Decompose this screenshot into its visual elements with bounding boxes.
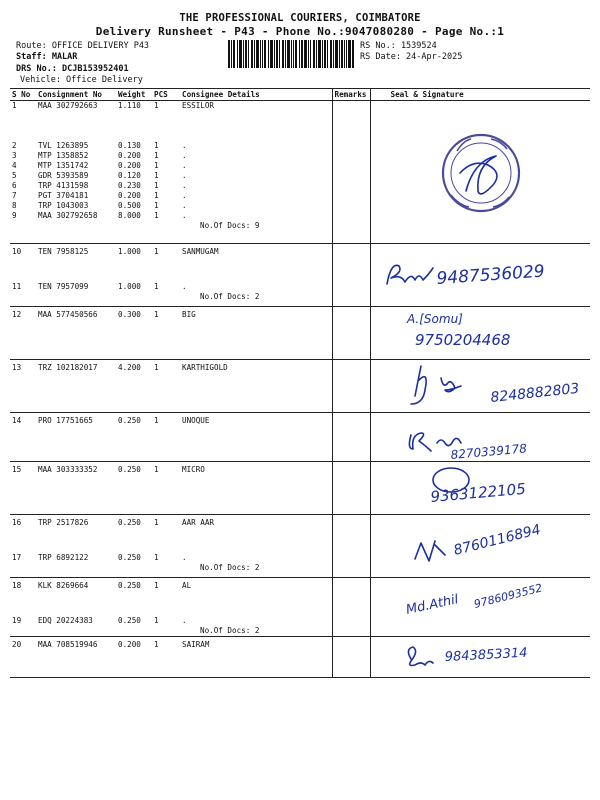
consignee-name: .: [182, 553, 187, 562]
sno: 13: [12, 363, 22, 372]
weight: 8.000: [118, 211, 141, 220]
pcs: 1: [154, 553, 159, 562]
signature-cell: [370, 637, 590, 678]
weight: 0.250: [118, 518, 141, 527]
consignment-no: TEN 7957099: [38, 282, 89, 291]
consignment-no: TRP 4131598: [38, 181, 89, 190]
consignment-no: TRP 2517826: [38, 518, 89, 527]
weight: 0.200: [118, 161, 141, 170]
signature-phone: 8760116894: [451, 521, 542, 559]
col-weight: Weight: [116, 89, 152, 101]
remarks-cell: [332, 637, 370, 678]
rs-number: RS No.: 1539524: [360, 41, 437, 51]
weight: 0.500: [118, 201, 141, 210]
consignment-no: TRP 1043003: [38, 201, 89, 210]
consignee-name: SAIRAM: [182, 640, 210, 649]
consignment-no: TRP 6892122: [38, 553, 89, 562]
consignment-no: EDQ 20224383: [38, 616, 93, 625]
weight: 0.120: [118, 171, 141, 180]
staff-text: Staff: MALAR: [16, 52, 78, 62]
consignment-no: PGT 3704181: [38, 191, 89, 200]
sno: 5: [12, 171, 17, 180]
consignee-name: KARTHIGOLD: [182, 363, 228, 372]
pcs: 1: [154, 201, 159, 210]
signature-cell: [370, 515, 590, 578]
table-row: [10, 578, 590, 637]
consignee-name: .: [182, 201, 187, 210]
consignment-no: TRZ 102182017: [38, 363, 98, 372]
consignee-name: UNOQUE: [182, 416, 210, 425]
sno: 11: [12, 282, 22, 291]
signature-phone: 8270339178: [449, 441, 527, 459]
pcs: 1: [154, 581, 159, 590]
table-header-row: [10, 89, 590, 101]
col-sno: S No: [10, 89, 36, 101]
remarks-cell: [332, 360, 370, 413]
consignment-no: TEN 7958125: [38, 247, 89, 256]
pcs: 1: [154, 465, 159, 474]
drs-number: DRS No.: DCJB153952401: [16, 64, 129, 74]
consignee-name: .: [182, 181, 187, 190]
docs-count: No.Of Docs: 9: [200, 221, 260, 230]
table-row: [10, 413, 590, 462]
table-row: [10, 462, 590, 515]
consignee-name: .: [182, 171, 187, 180]
consignment-no: MAA 302792658: [38, 211, 98, 220]
pcs: 1: [154, 191, 159, 200]
pcs: 1: [154, 161, 159, 170]
docs-count: No.Of Docs: 2: [200, 563, 260, 572]
weight: 1.000: [118, 247, 141, 256]
col-consignment: Consignment No: [36, 89, 116, 101]
weight: 0.250: [118, 553, 141, 562]
runsheet-table: [10, 88, 590, 678]
handwritten-signature: [371, 307, 591, 357]
sno: 2: [12, 141, 17, 150]
pcs: 1: [154, 616, 159, 625]
consignee-name: .: [182, 211, 187, 220]
sno: 20: [12, 640, 22, 649]
sno: 3: [12, 151, 17, 160]
consignment-no: MAA 708519946: [38, 640, 98, 649]
signature-phone: 9363122105: [429, 479, 526, 506]
runsheet-title: Delivery Runsheet - P43 - Phone No.:9047080280 - Page No.:1: [95, 25, 505, 38]
signature-cell: [370, 413, 590, 462]
sno: 16: [12, 518, 22, 527]
docs-count: No.Of Docs: 2: [200, 626, 260, 635]
signature-cell: [370, 244, 590, 307]
weight: 0.200: [118, 640, 141, 649]
consignment-no: MTP 1351742: [38, 161, 89, 170]
signature-phone: 9843853314: [443, 645, 528, 665]
weight: 0.200: [118, 151, 141, 160]
consignment-no: MAA 577450566: [38, 310, 98, 319]
consignee-name: AL: [182, 581, 192, 590]
table-row: [10, 244, 590, 307]
docs-count: No.Of Docs: 2: [200, 292, 260, 301]
consignee-name: .: [182, 151, 187, 160]
signature-name: A.[Somu]: [406, 312, 463, 326]
consignment-no: GDR 5393589: [38, 171, 89, 180]
handwritten-signature: [371, 413, 591, 459]
barcode: [228, 40, 354, 68]
consignee-name: .: [182, 616, 187, 625]
pcs: 1: [154, 151, 159, 160]
sno: 1: [12, 101, 17, 110]
consignment-no: TVL 1263895: [38, 141, 89, 150]
col-consignee: Consignee Details: [180, 89, 332, 101]
handwritten-signature: [371, 462, 591, 512]
sno: 15: [12, 465, 22, 474]
weight: 0.200: [118, 191, 141, 200]
sno: 18: [12, 581, 22, 590]
pcs: 1: [154, 640, 159, 649]
handwritten-signature: [371, 578, 591, 634]
col-signature: Seal & Signature: [370, 89, 590, 101]
sno: 17: [12, 553, 22, 562]
sno: 6: [12, 181, 17, 190]
pcs: 1: [154, 310, 159, 319]
sno: 8: [12, 201, 17, 210]
remarks-cell: [332, 515, 370, 578]
table-row: [10, 101, 590, 244]
sno: 19: [12, 616, 22, 625]
weight: 0.250: [118, 416, 141, 425]
signature-name: Md.Athil: [404, 592, 460, 618]
consignee-name: .: [182, 161, 187, 170]
pcs: 1: [154, 363, 159, 372]
rs-date: RS Date: 24-Apr-2025: [360, 52, 463, 62]
weight: 1.000: [118, 282, 141, 291]
signature-cell: [370, 462, 590, 515]
pcs: 1: [154, 141, 159, 150]
signature-phone: 9786093552: [472, 581, 544, 611]
pcs: 1: [154, 518, 159, 527]
weight: 4.200: [118, 363, 141, 372]
sno: 14: [12, 416, 22, 425]
consignment-no: MAA 302792663: [38, 101, 98, 110]
handwritten-signature: [371, 515, 591, 575]
sno: 9: [12, 211, 17, 220]
remarks-cell: [332, 244, 370, 307]
sno: 12: [12, 310, 22, 319]
consignment-no: KLK 8269664: [38, 581, 89, 590]
consignee-name: .: [182, 141, 187, 150]
pcs: 1: [154, 211, 159, 220]
weight: 0.250: [118, 616, 141, 625]
consignment-no: MAA 303333352: [38, 465, 98, 474]
weight: 0.230: [118, 181, 141, 190]
signature-phone: 9750204468: [414, 331, 510, 349]
sno: 7: [12, 191, 17, 200]
pcs: 1: [154, 101, 159, 110]
signature-cell: [370, 360, 590, 413]
consignee-name: .: [182, 282, 187, 291]
company-title: THE PROFESSIONAL COURIERS, COIMBATORE: [179, 12, 421, 24]
signature-cell: [370, 307, 590, 360]
signature-cell: [370, 101, 590, 244]
pcs: 1: [154, 282, 159, 291]
weight: 0.250: [118, 581, 141, 590]
weight: 0.130: [118, 141, 141, 150]
col-pcs: PCS: [152, 89, 180, 101]
table-row: [10, 515, 590, 578]
consignee-name: SANMUGAM: [182, 247, 219, 256]
weight: 0.250: [118, 465, 141, 474]
signature-cell: [370, 578, 590, 637]
handwritten-signature: [371, 637, 591, 675]
remarks-cell: [332, 462, 370, 515]
consignee-name: ESSILOR: [182, 101, 215, 110]
consignee-name: AAR AAR: [182, 518, 215, 527]
consignment-no: PRO 17751665: [38, 416, 93, 425]
weight: 1.110: [118, 101, 141, 110]
pcs: 1: [154, 171, 159, 180]
table-row: [10, 637, 590, 678]
seal-stamp: [371, 101, 591, 241]
route-text: Route: OFFICE DELIVERY P43: [16, 41, 150, 51]
remarks-cell: [332, 578, 370, 637]
pcs: 1: [154, 416, 159, 425]
vehicle-text: Vehicle: Office Delivery: [20, 75, 143, 85]
signature-phone: 9487536029: [435, 261, 545, 289]
table-row: [10, 307, 590, 360]
consignee-name: BIG: [182, 310, 196, 319]
handwritten-signature: [371, 360, 591, 410]
remarks-cell: [332, 413, 370, 462]
pcs: 1: [154, 247, 159, 256]
handwritten-signature: [371, 244, 591, 304]
consignment-no: MTP 1358852: [38, 151, 89, 160]
table-row: [10, 360, 590, 413]
remarks-cell: [332, 101, 370, 244]
signature-phone: 8248882803: [489, 380, 580, 406]
sno: 4: [12, 161, 17, 170]
pcs: 1: [154, 181, 159, 190]
sno: 10: [12, 247, 22, 256]
remarks-cell: [332, 307, 370, 360]
consignee-name: .: [182, 191, 187, 200]
weight: 0.300: [118, 310, 141, 319]
consignee-name: MICRO: [182, 465, 205, 474]
col-remarks: Remarks: [332, 89, 370, 101]
